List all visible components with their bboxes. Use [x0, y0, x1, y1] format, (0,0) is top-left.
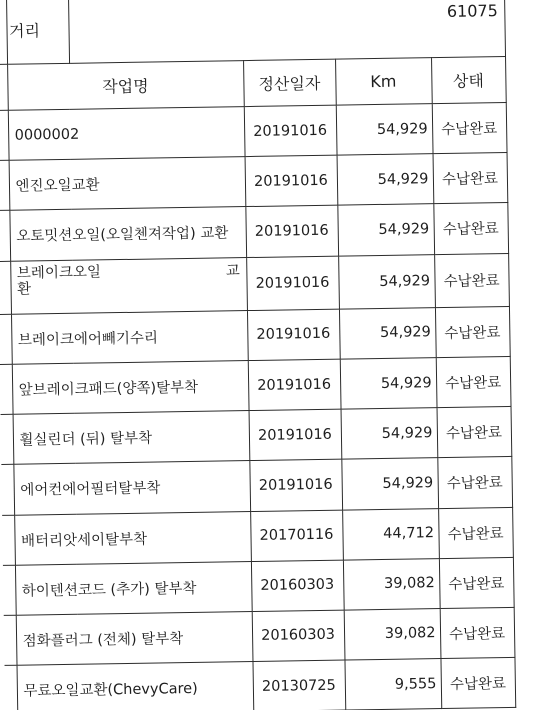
header-status: 상태	[431, 56, 506, 103]
left-edge-cell	[3, 565, 16, 615]
job-name-cell: 하이텐션코드 (추가) 탈부착	[15, 561, 252, 615]
status-cell: 수납완료	[433, 153, 508, 204]
table-row	[0, 253, 509, 314]
table-row	[0, 306, 510, 364]
status-cell: 수납완료	[435, 306, 510, 357]
km-cell: 54,929	[341, 458, 438, 510]
job-name-cell: 앞브레이크패드(양쪽)탈부착	[12, 360, 249, 414]
status-cell: 수납완료	[437, 457, 512, 508]
settlement-date-cell: 20170116	[250, 510, 343, 562]
km-cell: 54,929	[336, 104, 433, 156]
header-settlement-date: 정산일자	[243, 59, 336, 106]
table-row	[4, 607, 515, 665]
status-cell: 수납완료	[437, 407, 512, 458]
job-name-cell: 엔진오일교환	[9, 157, 246, 211]
settlement-date-cell: 20191016	[248, 359, 341, 411]
left-edge-cell	[0, 314, 12, 364]
km-cell: 54,929	[340, 358, 437, 410]
distance-value: 61075	[68, 0, 505, 63]
table-row	[3, 557, 514, 615]
left-edge-cell	[1, 465, 14, 515]
status-cell: 수납완료	[434, 253, 509, 307]
distance-row	[0, 0, 505, 64]
left-edge-cell	[5, 665, 18, 710]
settlement-date-cell: 20191016	[244, 105, 337, 157]
table-body	[0, 102, 515, 710]
settlement-date-cell: 20191016	[245, 155, 338, 207]
km-cell: 39,082	[343, 558, 440, 610]
job-name-line1-end: 교	[225, 262, 240, 279]
km-cell: 54,929	[341, 408, 438, 460]
settlement-date-cell: 20191016	[245, 206, 338, 258]
job-name-cell: 배터리앗세이탈부착	[14, 511, 251, 565]
job-name-cell	[10, 257, 247, 314]
km-cell: 54,929	[339, 307, 436, 359]
table-row	[0, 102, 507, 160]
settlement-date-cell: 20191016	[246, 256, 339, 311]
settlement-date-cell: 20191016	[249, 409, 342, 461]
settlement-date-cell: 20191016	[247, 309, 340, 361]
job-name-cell: 무료오일교환(ChevyCare)	[17, 662, 254, 710]
job-name-cell: 오토밋션오일(오일첸져작업) 교환	[9, 207, 246, 261]
table-row	[1, 407, 512, 465]
km-cell: 39,082	[344, 608, 441, 660]
status-cell: 수납완료	[433, 203, 508, 254]
status-cell: 수납완료	[432, 102, 507, 153]
job-name-cell: 브레이크에어빼기수리	[11, 310, 248, 364]
table-row	[0, 356, 511, 414]
header-job-name: 작업명	[7, 61, 244, 111]
km-cell: 54,929	[337, 154, 434, 206]
job-name-cell: 점화플러그 (전체) 탈부착	[16, 611, 253, 665]
settlement-date-cell: 20160303	[251, 560, 344, 612]
km-cell: 54,929	[337, 204, 434, 256]
table-header-row	[0, 56, 506, 110]
km-cell: 54,929	[338, 254, 435, 309]
job-name-cell: 에어컨에어필터탈부착	[13, 461, 250, 515]
settlement-date-cell: 20191016	[249, 459, 342, 511]
status-cell: 수납완료	[436, 356, 511, 407]
job-name-line2: 환	[16, 281, 32, 298]
settlement-date-cell: 20160303	[252, 610, 345, 662]
table-row	[2, 507, 513, 565]
job-name-cell: 0000002	[8, 107, 245, 161]
left-edge-cell	[4, 615, 17, 665]
status-cell: 수납완료	[440, 657, 515, 708]
left-edge-cell	[2, 515, 15, 565]
header-km: Km	[335, 58, 432, 106]
status-cell: 수납완료	[438, 507, 513, 558]
job-name-line1: 브레이크오일	[16, 263, 102, 282]
job-name-cell: 휠실린더 (뒤) 탈부착	[13, 411, 250, 465]
status-cell: 수납완료	[439, 557, 514, 608]
table-row	[1, 457, 512, 515]
settlement-date-cell: 20130725	[252, 660, 345, 710]
left-edge-cell	[0, 364, 13, 414]
distance-label: 거리	[6, 0, 69, 64]
km-cell: 9,555	[344, 659, 441, 710]
table-row	[0, 153, 507, 211]
km-cell: 44,712	[342, 508, 439, 560]
table-row	[0, 203, 508, 261]
left-edge-cell	[1, 414, 14, 464]
status-cell: 수납완료	[440, 607, 515, 658]
table-row	[5, 657, 516, 710]
